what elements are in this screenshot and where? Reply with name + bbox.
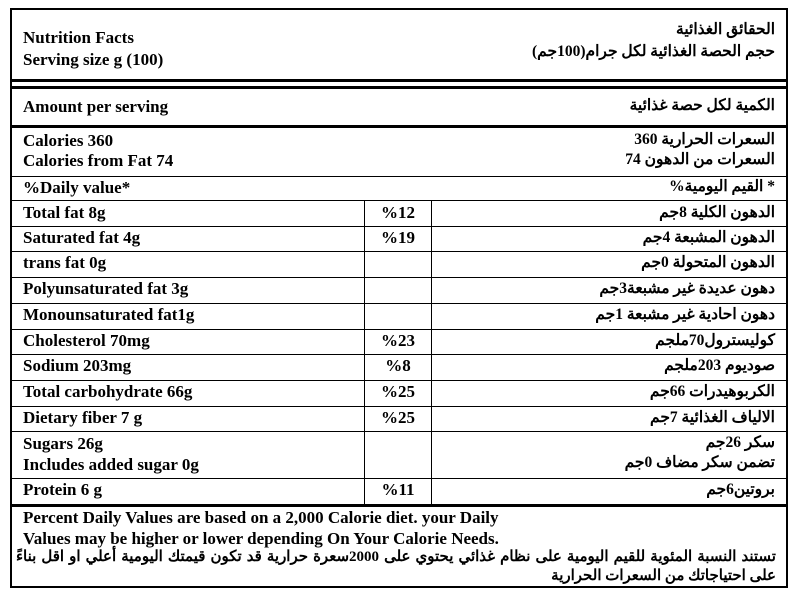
divider [12, 200, 786, 201]
nutrient-row-percent: %23 [381, 331, 415, 350]
calories-ar: السعرات الحرارية 360 [634, 131, 775, 148]
divider [12, 380, 786, 381]
divider [12, 354, 786, 355]
divider [12, 478, 786, 479]
protein-en: Protein 6 g [23, 480, 103, 499]
nutrient-row-ar: الدهون المتحولة 0جم [641, 254, 775, 271]
footnote-en-line2: Values may be higher or lower depending On Your Calorie Needs. [23, 529, 499, 548]
added-sugar-ar: تضمن سكر مضاف 0جم [624, 454, 775, 471]
divider [12, 431, 786, 432]
nutrient-row-ar: دهون احادية غير مشبعة 1جم [595, 306, 775, 323]
nutrient-row-ar: الدهون الكلية 8جم [659, 204, 775, 221]
added-sugar-en: Includes added sugar 0g [23, 455, 199, 474]
nutrient-row-ar: الدهون المشبعة 4جم [642, 229, 775, 246]
nutrient-row-percent: %19 [381, 228, 415, 247]
divider [12, 86, 786, 89]
footnote-en-line1: Percent Daily Values are based on a 2,000 Calorie diet. your Daily [23, 508, 499, 527]
amount-per-serving-en: Amount per serving [23, 97, 169, 116]
title-en: Nutrition Facts [23, 28, 134, 47]
nutrient-row-en: Monounsaturated fat1g [23, 305, 195, 324]
nutrient-row-en: Dietary fiber 7 g [23, 408, 143, 427]
nutrient-row-percent: %12 [381, 203, 415, 222]
amount-per-serving-ar: الكمية لكل حصة غذائية [629, 97, 775, 114]
nutrient-row-percent: %25 [381, 408, 415, 427]
sugars-ar: سكر 26جم [705, 434, 775, 451]
daily-value-ar: * القيم اليومية% [669, 178, 775, 195]
nutrient-row-en: Polyunsaturated fat 3g [23, 279, 189, 298]
column-divider [364, 200, 365, 504]
divider [12, 251, 786, 252]
nutrient-row-ar: صوديوم 203ملجم [664, 357, 775, 374]
calories-en: Calories 360 [23, 131, 114, 150]
nutrient-row-ar: الالياف الغذائية 7جم [650, 409, 775, 426]
nutrient-row-en: Sodium 203mg [23, 356, 132, 375]
title-ar: الحقائق الغذائية [676, 21, 775, 38]
nutrient-row-en: Saturated fat 4g [23, 228, 141, 247]
divider [12, 226, 786, 227]
nutrient-row-ar: كوليسترول70ملجم [655, 332, 775, 349]
sugars-en: Sugars 26g [23, 434, 103, 453]
nutrient-row-ar: الكربوهيدرات 66جم [649, 383, 775, 400]
nutrient-row-percent: %25 [381, 382, 415, 401]
nutrient-row-en: Total fat 8g [23, 203, 106, 222]
divider [12, 125, 786, 128]
calories-from-fat-en: Calories from Fat 74 [23, 151, 174, 170]
nutrient-row-en: Cholesterol 70mg [23, 331, 150, 350]
protein-ar: بروتين6جم [706, 481, 775, 498]
protein-percent: %11 [381, 480, 415, 499]
serving-size-en: Serving size g (100) [23, 50, 164, 69]
divider [12, 329, 786, 330]
calories-from-fat-ar: السعرات من الدهون 74 [625, 151, 775, 168]
nutrient-row-en: Total carbohydrate 66g [23, 382, 193, 401]
column-divider [431, 200, 432, 504]
nutrient-row-ar: دهون عديدة غير مشبعة3جم [599, 280, 775, 297]
daily-value-en: %Daily value* [23, 178, 131, 197]
serving-size-ar: حجم الحصة الغذائية لكل جرام(100جم) [532, 43, 775, 60]
nutrient-row-percent: %8 [385, 356, 411, 375]
nutrient-row-en: trans fat 0g [23, 253, 107, 272]
divider [12, 277, 786, 278]
divider [12, 303, 786, 304]
nutrition-label [10, 8, 788, 588]
footnote-ar: تستند النسبة المئوية للقيم اليومية على نظام غذائي يحتوي على 2000سعرة حرارية قد تكون قيمتك اليومية أعلي او اقل بناءً على احتياجاتك من السعرات الحرارية [16, 549, 776, 584]
divider [12, 79, 786, 82]
divider [12, 406, 786, 407]
